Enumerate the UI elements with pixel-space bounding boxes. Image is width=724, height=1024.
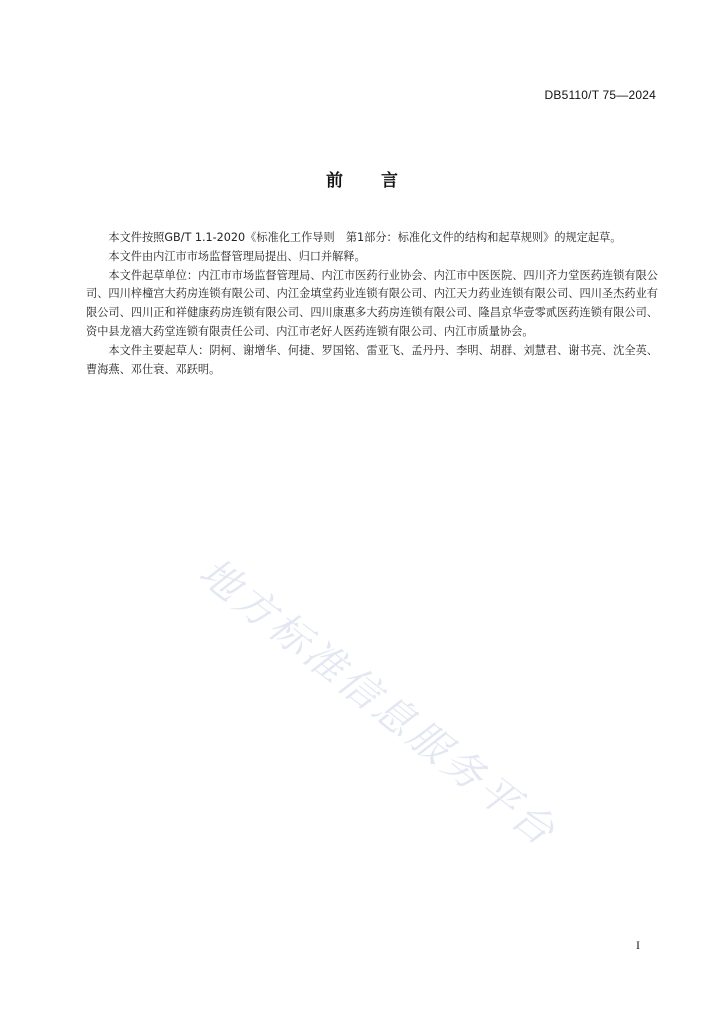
watermark-text: 地方标准信息服务平台 [190,549,566,857]
paragraph-drafting-units: 本文件起草单位：内江市市场监督管理局、内江市医药行业协会、内江市中医医院、四川齐力堂医药连锁有限公司、四川梓橦宫大药房连锁有限公司、内江金填堂药业连锁有限公司、内江天力药业连锁有限公司、四川圣杰药业有限公司、四川正和祥健康药房连锁有限公司、四川康惠多大药房连锁有限公司、隆昌京华壹零贰医药连锁有限公司、资中县龙禧大药堂连锁有限责任公司、内江市老好人医药连锁有限公司、内江市质量协会。 [86,268,658,338]
document-body [86,229,658,379]
page-number: I [636,938,640,952]
paragraph-standard-basis: 本文件按照GB/T 1.1-2020《标准化工作导则 第1部分：标准化文件的结构和起草规则》的规定起草。 [108,231,622,244]
paragraph-proposer: 本文件由内江市市场监督管理局提出、归口并解释。 [108,249,366,263]
paragraph-drafters: 本文件主要起草人：阴柯、谢增华、何捷、罗国铭、雷亚飞、孟丹丹、李明、胡群、刘慧君、谢书亮、沈全英、曹海燕、邓仕衰、邓跃明。 [86,343,658,376]
page-title: 前言 [326,171,436,191]
document-code: DB5110/T 75—2024 [544,88,656,102]
